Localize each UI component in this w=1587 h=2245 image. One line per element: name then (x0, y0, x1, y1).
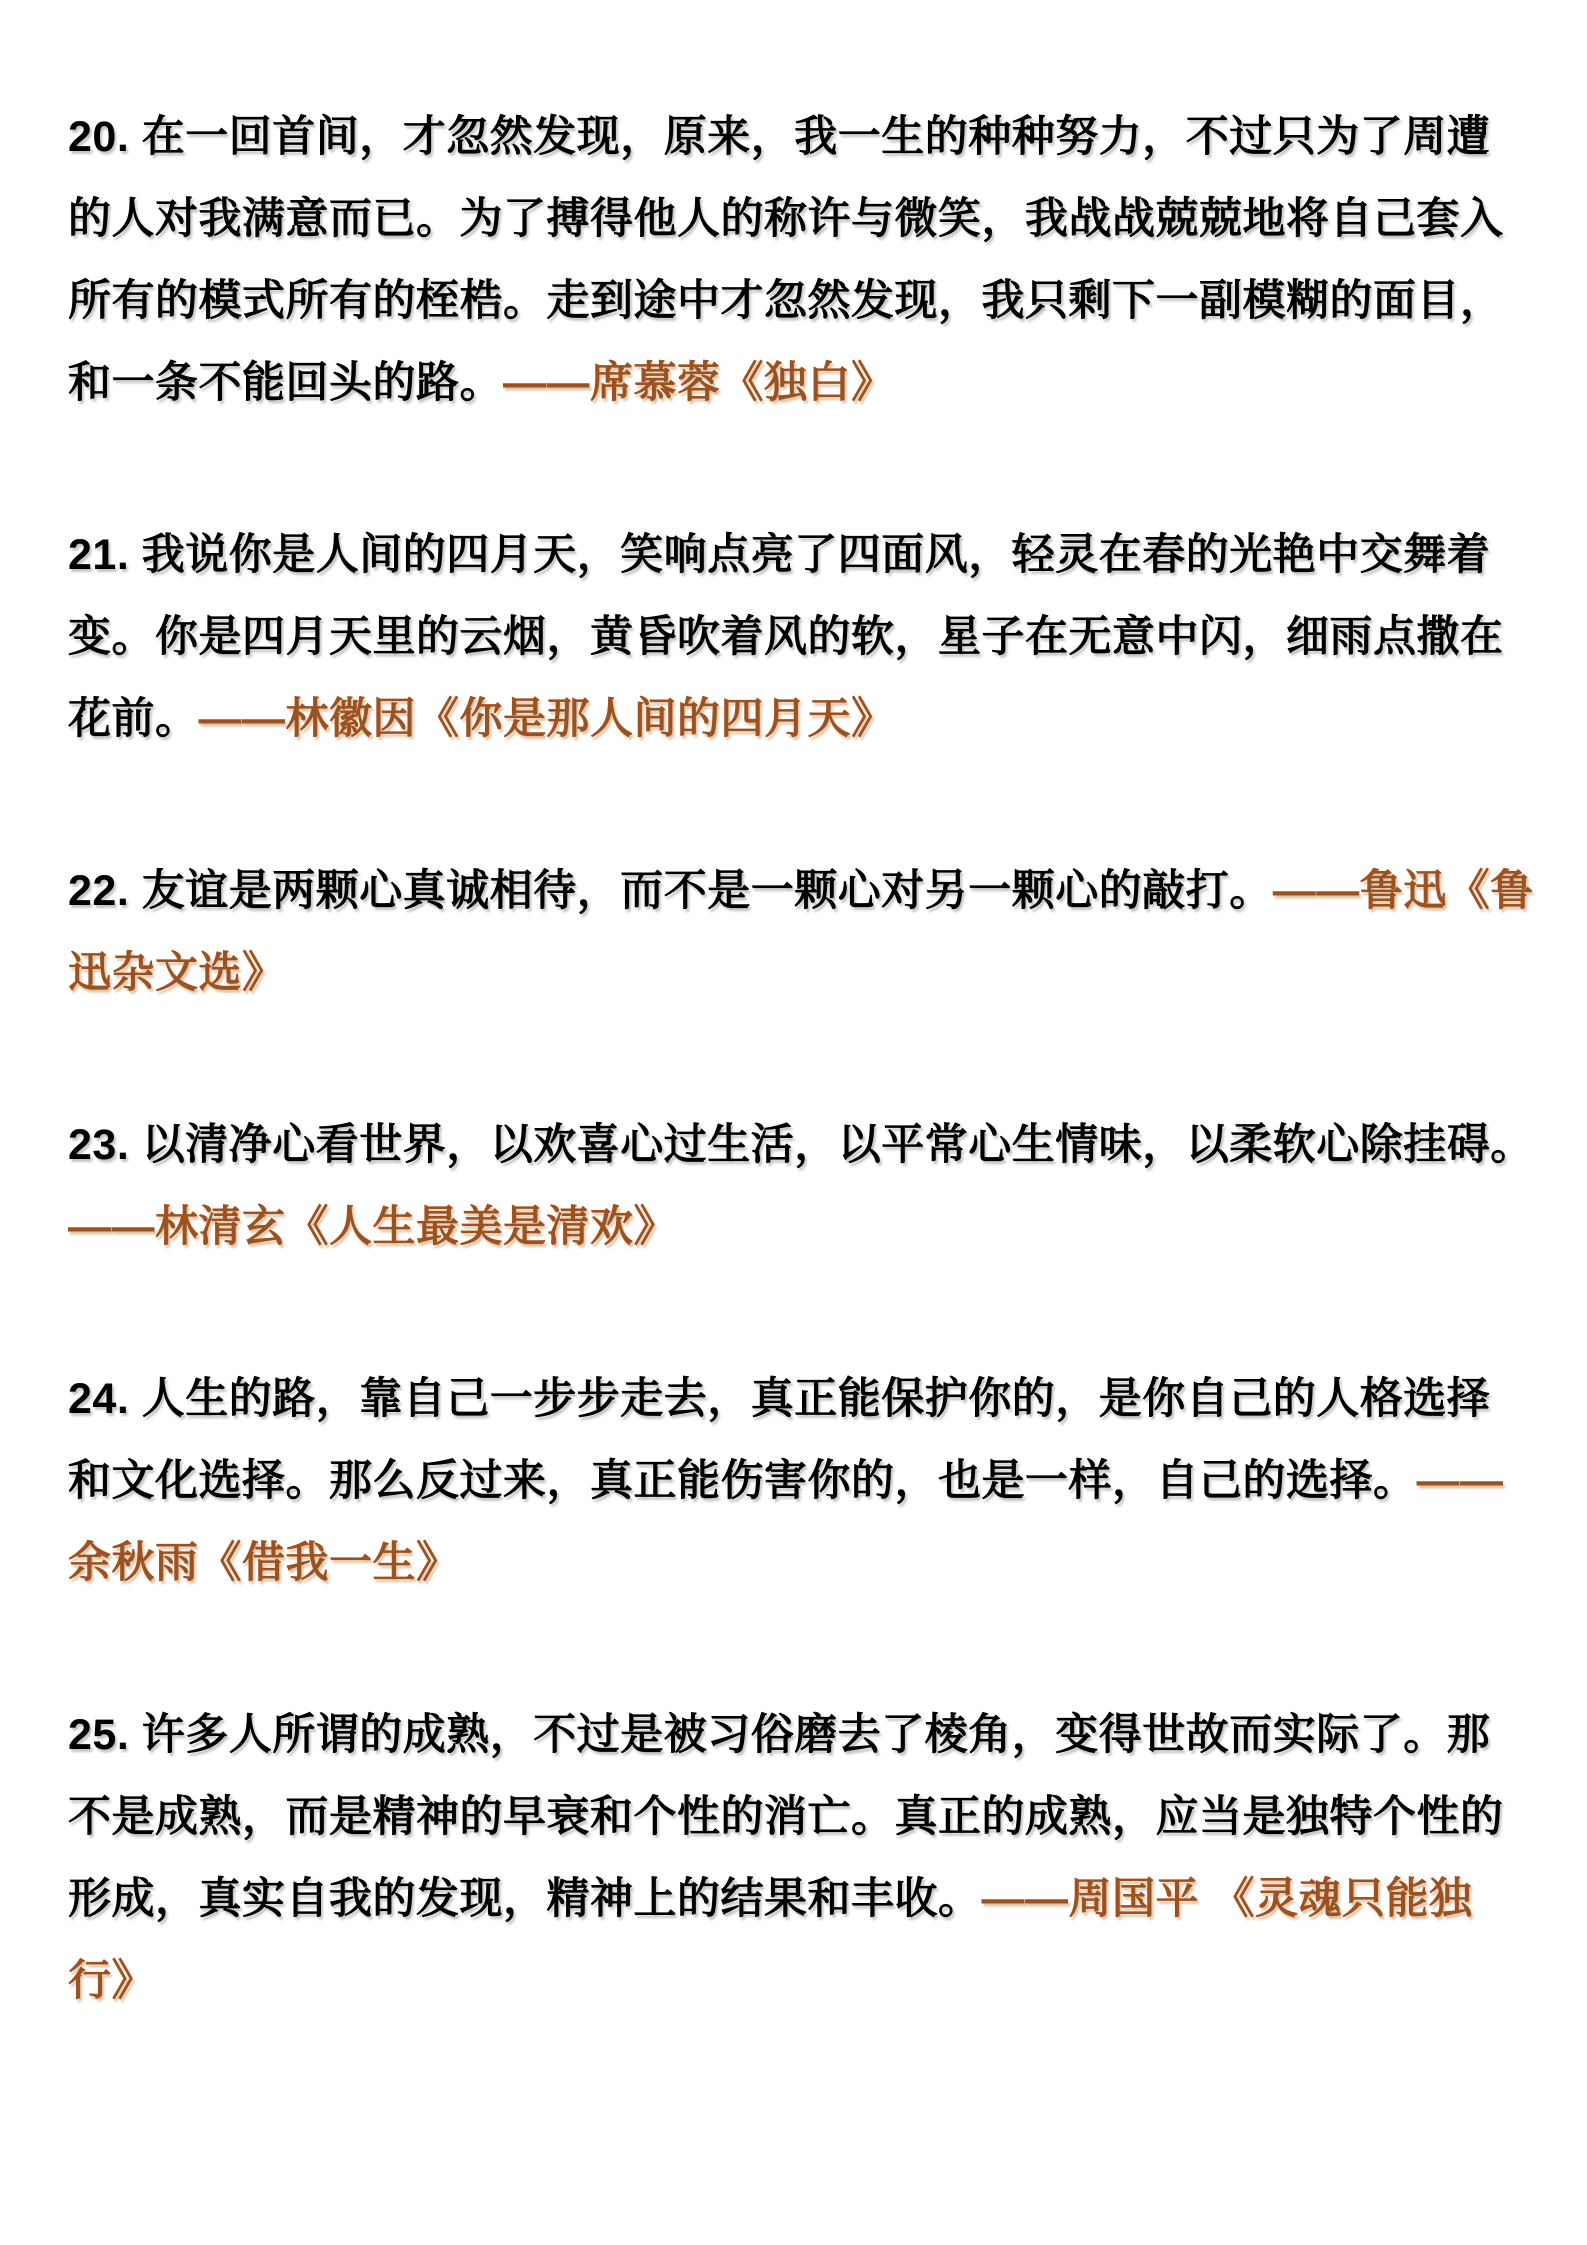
quote-line (68, 596, 1531, 678)
quote-text: 23. 以清净心看世界，以欢喜心过生活，以平常心生情味，以柔软心除挂碍。 (68, 1121, 1534, 1169)
quote-line (68, 1440, 1531, 1522)
quote-line (68, 342, 1531, 424)
quote-line (68, 678, 1531, 760)
quote-line (68, 1358, 1531, 1440)
quote-line (68, 1940, 1531, 2022)
quote-item-23 (68, 1104, 1534, 1268)
quote-attribution: ——林徽因《你是那人间的四月天》 (198, 695, 895, 743)
quote-list (68, 96, 1534, 2022)
quote-item-20 (68, 96, 1531, 424)
quote-text: 不是成熟，而是精神的早衰和个性的消亡。真正的成熟，应当是独特个性的 (68, 1793, 1504, 1841)
quote-line (68, 514, 1531, 596)
quote-attribution: ——周国平 《灵魂只能独 (981, 1875, 1473, 1923)
quote-text: 形成，真实自我的发现，精神上的结果和丰收。 (68, 1875, 982, 1923)
quote-line (68, 1522, 1531, 1604)
quote-line (68, 1104, 1534, 1186)
quote-line (68, 1858, 1531, 1940)
quote-text: 21. 我说你是人间的四月天，笑响点亮了四面风，轻灵在春的光艳中交舞着 (68, 531, 1491, 579)
quote-line (68, 1694, 1531, 1776)
quote-attribution: 迅杂文选》 (68, 949, 286, 997)
quote-text: 所有的模式所有的桎梏。走到途中才忽然发现，我只剩下一副模糊的面目， (68, 277, 1504, 325)
quote-text: 变。你是四月天里的云烟，黄昏吹着风的软，星子在无意中闪，细雨点撒在 (68, 613, 1504, 661)
quote-text: 花前。 (68, 695, 199, 743)
quote-text: 24. 人生的路，靠自己一步步走去，真正能保护你的，是你自己的人格选择 (68, 1375, 1491, 1423)
quote-line (68, 850, 1534, 932)
quote-item-24 (68, 1358, 1531, 1604)
quote-line (68, 178, 1531, 260)
quote-line (68, 96, 1531, 178)
quote-attribution: ——鲁迅《鲁 (1272, 867, 1534, 915)
quote-text: 22. 友谊是两颗心真诚相待，而不是一颗心对另一颗心的敲打。 (68, 867, 1273, 915)
quote-attribution: ——林清玄《人生最美是清欢》 (68, 1203, 677, 1251)
quote-attribution: —— (1416, 1457, 1504, 1505)
quote-item-21 (68, 514, 1531, 760)
quote-line (68, 1776, 1531, 1858)
quote-item-25 (68, 1694, 1531, 2022)
quote-item-22 (68, 850, 1534, 1014)
quote-text: 和一条不能回头的路。 (68, 359, 503, 407)
quote-line (68, 932, 1531, 1014)
quote-text: 和文化选择。那么反过来，真正能伤害你的，也是一样，自己的选择。 (68, 1457, 1417, 1505)
quote-attribution: ——席慕蓉《独白》 (503, 359, 895, 407)
quote-attribution: 余秋雨《借我一生》 (68, 1539, 460, 1587)
quote-text: 的人对我满意而已。为了搏得他人的称许与微笑，我战战兢兢地将自己套入 (68, 195, 1504, 243)
quote-attribution: 行》 (68, 1957, 155, 2005)
quote-text: 25. 许多人所谓的成熟，不过是被习俗磨去了棱角，变得世故而实际了。那 (68, 1711, 1491, 1759)
quote-line (68, 260, 1531, 342)
quote-line (68, 1186, 1531, 1268)
quote-text: 20. 在一回首间，才忽然发现，原来，我一生的种种努力，不过只为了周遭 (68, 113, 1491, 161)
